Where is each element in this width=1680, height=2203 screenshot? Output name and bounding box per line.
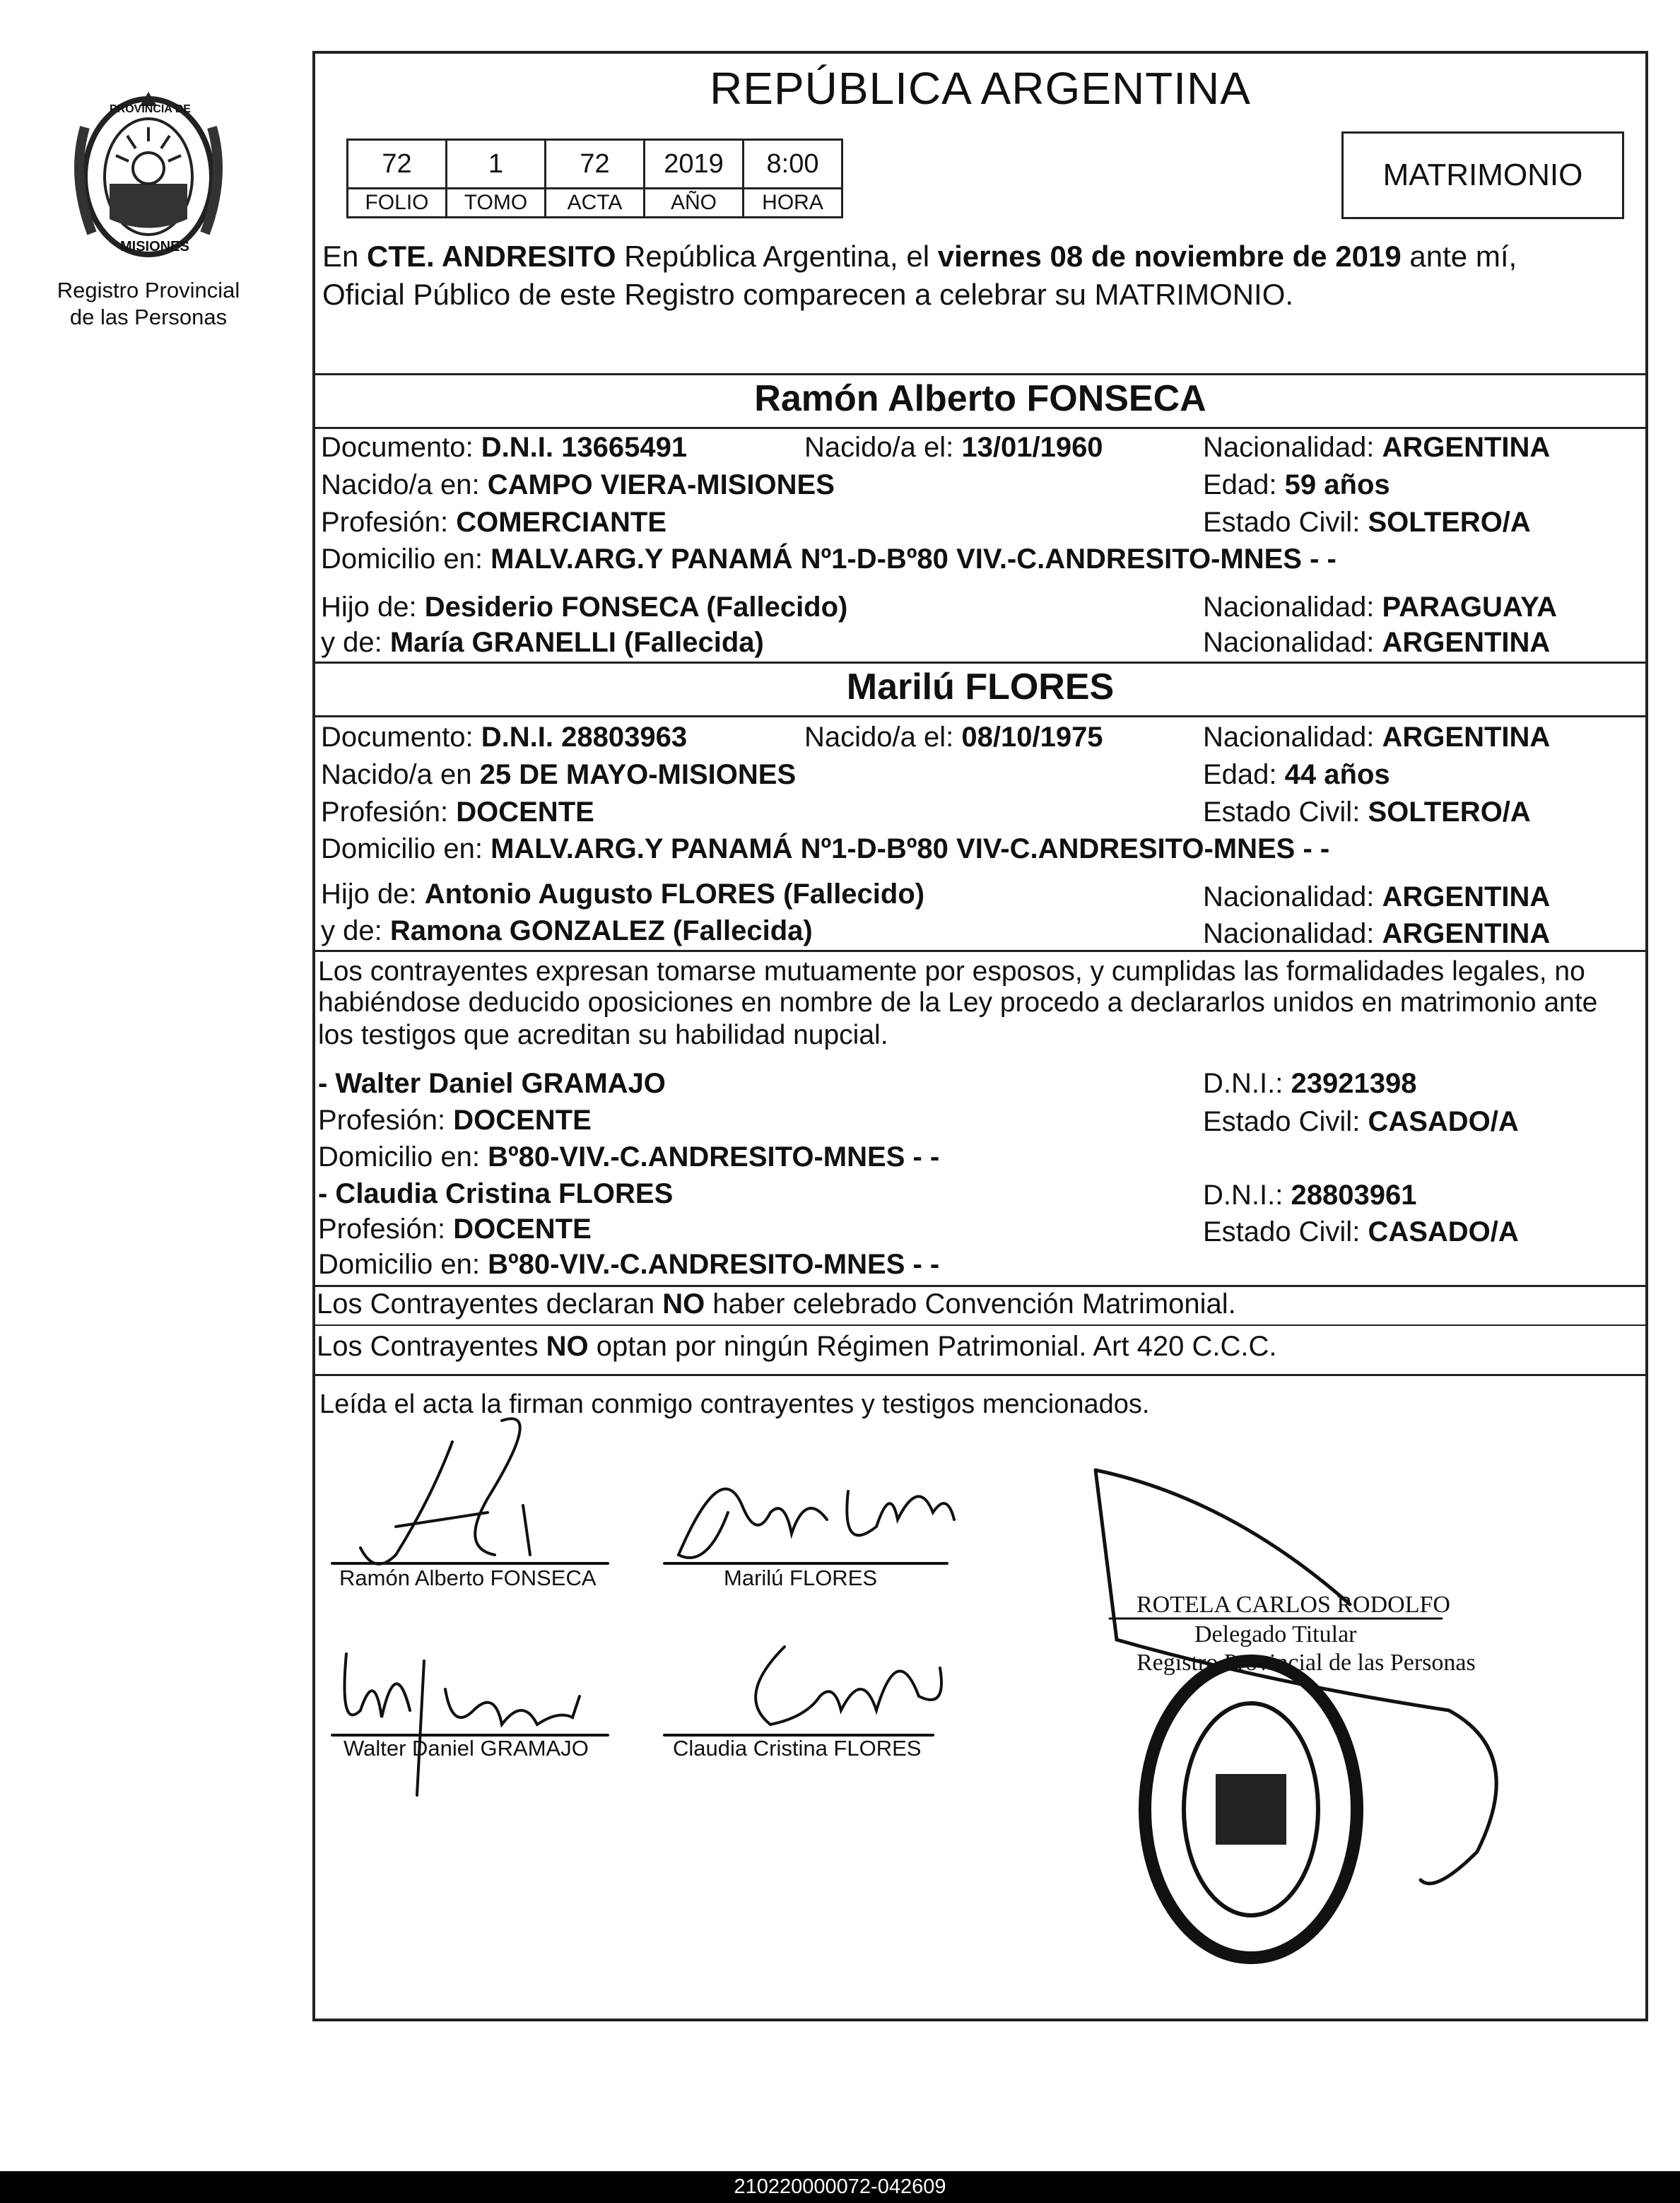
spouse2-born-in [321,757,796,792]
field-value: CAMPO VIERA-MISIONES [487,469,835,500]
registry-caption-line2: de las Personas [69,305,228,329]
acta-caption: ACTA [546,189,645,218]
field-value: María GRANELLI (Fallecida) [389,627,764,658]
year-caption: AÑO [645,189,744,218]
field-value: 59 años [1284,469,1390,500]
field-label: Nacido/a el: [804,722,954,753]
spouse1-profession [321,505,666,540]
declaration-line1: Los contrayentes expresan tomarse mutuamente por esposos, y cumplidas las formalidades legales, no [318,956,1585,987]
field-value: PARAGUAYA [1382,592,1557,623]
regime-text: Los Contrayentes [317,1331,546,1362]
field-label: Estado Civil: [1203,1216,1361,1247]
field-value: 44 años [1284,759,1390,790]
registry-caption-line1: Registro Provincial [57,278,240,302]
seal-top-text: PROVINCIA DE [110,103,191,115]
spouse1-civil-status [1203,505,1531,540]
sig1-caption: Ramón Alberto FONSECA [339,1565,597,1590]
spouse2-civil-status [1203,794,1531,830]
witness1-name: - Walter Daniel GRAMAJO [318,1068,666,1099]
official-seal-icon [1145,1661,1357,1958]
field-value: D.N.I. 13665491 [481,432,688,463]
regime-line1 [317,1286,1236,1322]
divider [312,1374,1648,1376]
field-value: ARGENTINA [1382,722,1551,753]
regime-text: optan por ningún Régimen Patrimonial. Art 420 C.C.C. [588,1331,1277,1362]
witness1-address [318,1139,939,1175]
acta-value: 72 [546,140,645,189]
spouse1-age [1203,467,1390,503]
field-value: SOLTERO/A [1368,797,1531,828]
field-value: 28803961 [1291,1180,1417,1211]
field-label: Nacionalidad: [1203,592,1375,623]
spouse1-born-on [804,430,1103,465]
field-label: Nacionalidad: [1203,722,1375,753]
field-value: Bº80-VIV.-C.ANDRESITO-MNES - - [488,1249,940,1280]
sig3-caption: Walter Daniel GRAMAJO [343,1736,589,1761]
field-value: Antonio Augusto FLORES (Fallecido) [424,879,925,910]
field-label: Profesión: [321,507,449,538]
field-value: DOCENTE [453,1105,592,1136]
spouse1-mother [321,625,764,660]
intro-line1 [322,239,1517,274]
field-value: Bº80-VIV.-C.ANDRESITO-MNES - - [488,1141,940,1173]
year-value: 2019 [645,140,744,189]
witness1-civil-status [1203,1104,1519,1139]
spouse2-born-on [804,719,1103,755]
field-label: Domicilio en: [321,833,483,864]
field-value: Ramona GONZALEZ (Fallecida) [389,915,813,946]
closing-text: Leída el acta la firman conmigo contrayentes y testigos mencionados. [319,1390,1150,1419]
field-label: Documento: [321,722,474,753]
regime-line2 [317,1329,1277,1364]
document-type: MATRIMONIO [1382,158,1583,192]
spouse2-nationality [1203,719,1550,755]
field-value: MALV.ARG.Y PANAMÁ Nº1-D-Bº80 VIV-C.ANDRESITO-MNES - - [491,833,1330,864]
spouse1-father-nationality [1203,589,1557,625]
field-value: SOLTERO/A [1368,507,1531,538]
divider [312,427,1648,429]
field-value: CASADO/A [1368,1216,1519,1247]
witness2-name: - Claudia Cristina FLORES [318,1178,674,1209]
divider [312,662,1648,664]
field-label: Edad: [1203,759,1277,790]
field-label: Nacionalidad: [1203,432,1375,463]
declaration-line3: los testigos que acreditan su habilidad nupcial. [318,1020,888,1050]
spouse2-age [1203,757,1390,792]
hour-value: 8:00 [744,140,842,189]
document-type-box [1341,131,1624,219]
field-label: Profesión: [318,1105,446,1136]
field-label: Hijo de: [321,879,417,910]
declaration-line2: habiéndose deducido oposiciones en nombre de la Ley procedo a declararlos unidos en matrimonio ante [318,987,1598,1018]
spouse2-name: Marilú FLORES [846,666,1115,707]
field-value: CASADO/A [1368,1106,1519,1137]
divider [312,715,1648,717]
field-value: COMERCIANTE [456,507,667,538]
field-value: ARGENTINA [1382,918,1551,949]
folio-caption: FOLIO [348,189,447,218]
spouse2-address [321,831,1329,866]
intro-place: CTE. ANDRESITO [367,240,616,273]
spouse2-mother-nationality [1203,916,1550,951]
field-label: Domicilio en: [321,544,483,575]
field-label: Profesión: [318,1214,446,1245]
field-label: Nacido/a en [321,759,472,790]
spouse1-address [321,541,1337,577]
field-label: y de: [321,627,382,658]
field-label: Nacido/a el: [804,432,954,463]
spouse2-father-nationality [1203,879,1550,915]
field-value: 13/01/1960 [961,432,1103,463]
spouse2-mother [321,913,813,948]
regime-no: NO [662,1288,705,1320]
field-label: y de: [321,915,382,946]
regime-text: haber celebrado Convención Matrimonial. [705,1288,1236,1320]
official-office: Registro Provincial de las Personas [1136,1650,1476,1676]
field-value: Desiderio FONSECA (Fallecido) [424,592,848,623]
field-value: DOCENTE [453,1214,592,1245]
intro-line2: Oficial Público de este Registro comparecen a celebrar su MATRIMONIO. [322,278,1294,311]
tomo-caption: TOMO [447,189,546,218]
field-label: Domicilio en: [318,1141,480,1173]
field-label: Nacionalidad: [1203,881,1375,912]
official-role: Delegado Titular [1194,1621,1357,1647]
field-value: 08/10/1975 [961,722,1103,753]
official-name: ROTELA CARLOS RODOLFO [1136,1592,1450,1618]
divider [312,1324,1648,1326]
field-label: Domicilio en: [318,1249,480,1280]
hour-caption: HORA [744,189,842,218]
tomo-value: 1 [447,140,546,189]
field-value: MALV.ARG.Y PANAMÁ Nº1-D-Bº80 VIV.-C.ANDRESITO-MNES - - [491,544,1337,575]
witness2-address [318,1247,939,1282]
spouse2-father [321,876,924,912]
footer-code: 210220000072-042609 [0,2171,1680,2203]
page-title: REPÚBLICA ARGENTINA [710,63,1251,114]
witness2-profession [318,1211,592,1247]
spouse1-born-in [321,467,835,503]
spouse1-father [321,589,847,625]
witness1-dni [1203,1066,1416,1101]
intro-text: República Argentina, el [616,240,938,273]
sig4-caption: Claudia Cristina FLORES [673,1736,922,1761]
field-label: Estado Civil: [1203,1106,1361,1137]
field-label: Estado Civil: [1203,797,1361,828]
field-label: Hijo de: [321,592,417,623]
field-value: ARGENTINA [1382,432,1551,463]
field-label: Estado Civil: [1203,507,1361,538]
spouse2-profession [321,794,594,830]
field-value: ARGENTINA [1382,881,1551,912]
spouse1-document [321,430,687,465]
spouse1-mother-nationality [1203,625,1550,660]
field-label: Nacido/a en: [321,469,480,500]
witness2-dni [1203,1177,1416,1213]
sig2-caption: Marilú FLORES [724,1565,878,1590]
field-value: 23921398 [1291,1068,1417,1099]
witness1-profession [318,1103,592,1138]
field-label: D.N.I.: [1203,1180,1284,1211]
field-label: Documento: [321,432,474,463]
field-label: Edad: [1203,469,1277,500]
divider [312,950,1648,952]
witness2-civil-status [1203,1214,1519,1250]
intro-date: viernes 08 de noviembre de 2019 [937,240,1402,273]
spouse2-document [321,719,687,755]
field-label: Nacionalidad: [1203,918,1375,949]
intro-text: ante mí, [1401,240,1517,273]
intro-text: En [322,240,368,273]
field-label: Profesión: [321,797,449,828]
spouse1-name: Ramón Alberto FONSECA [754,378,1206,419]
handwritten-signatures [311,1414,1654,2021]
field-value: DOCENTE [456,797,594,828]
regime-text: Los Contrayentes declaran [317,1288,663,1320]
spouse1-nationality [1203,430,1550,465]
field-label: D.N.I.: [1203,1068,1284,1099]
divider [312,373,1648,375]
seal-bottom-text: MISIONES [120,239,189,254]
field-label: Nacionalidad: [1203,627,1375,658]
field-value: 25 DE MAYO-MISIONES [479,759,797,790]
registry-caption [42,277,254,331]
registry-ids-table [346,139,843,218]
folio-value: 72 [348,140,447,189]
field-value: ARGENTINA [1382,627,1551,658]
field-value: D.N.I. 28803963 [481,722,688,753]
regime-no: NO [546,1331,589,1362]
